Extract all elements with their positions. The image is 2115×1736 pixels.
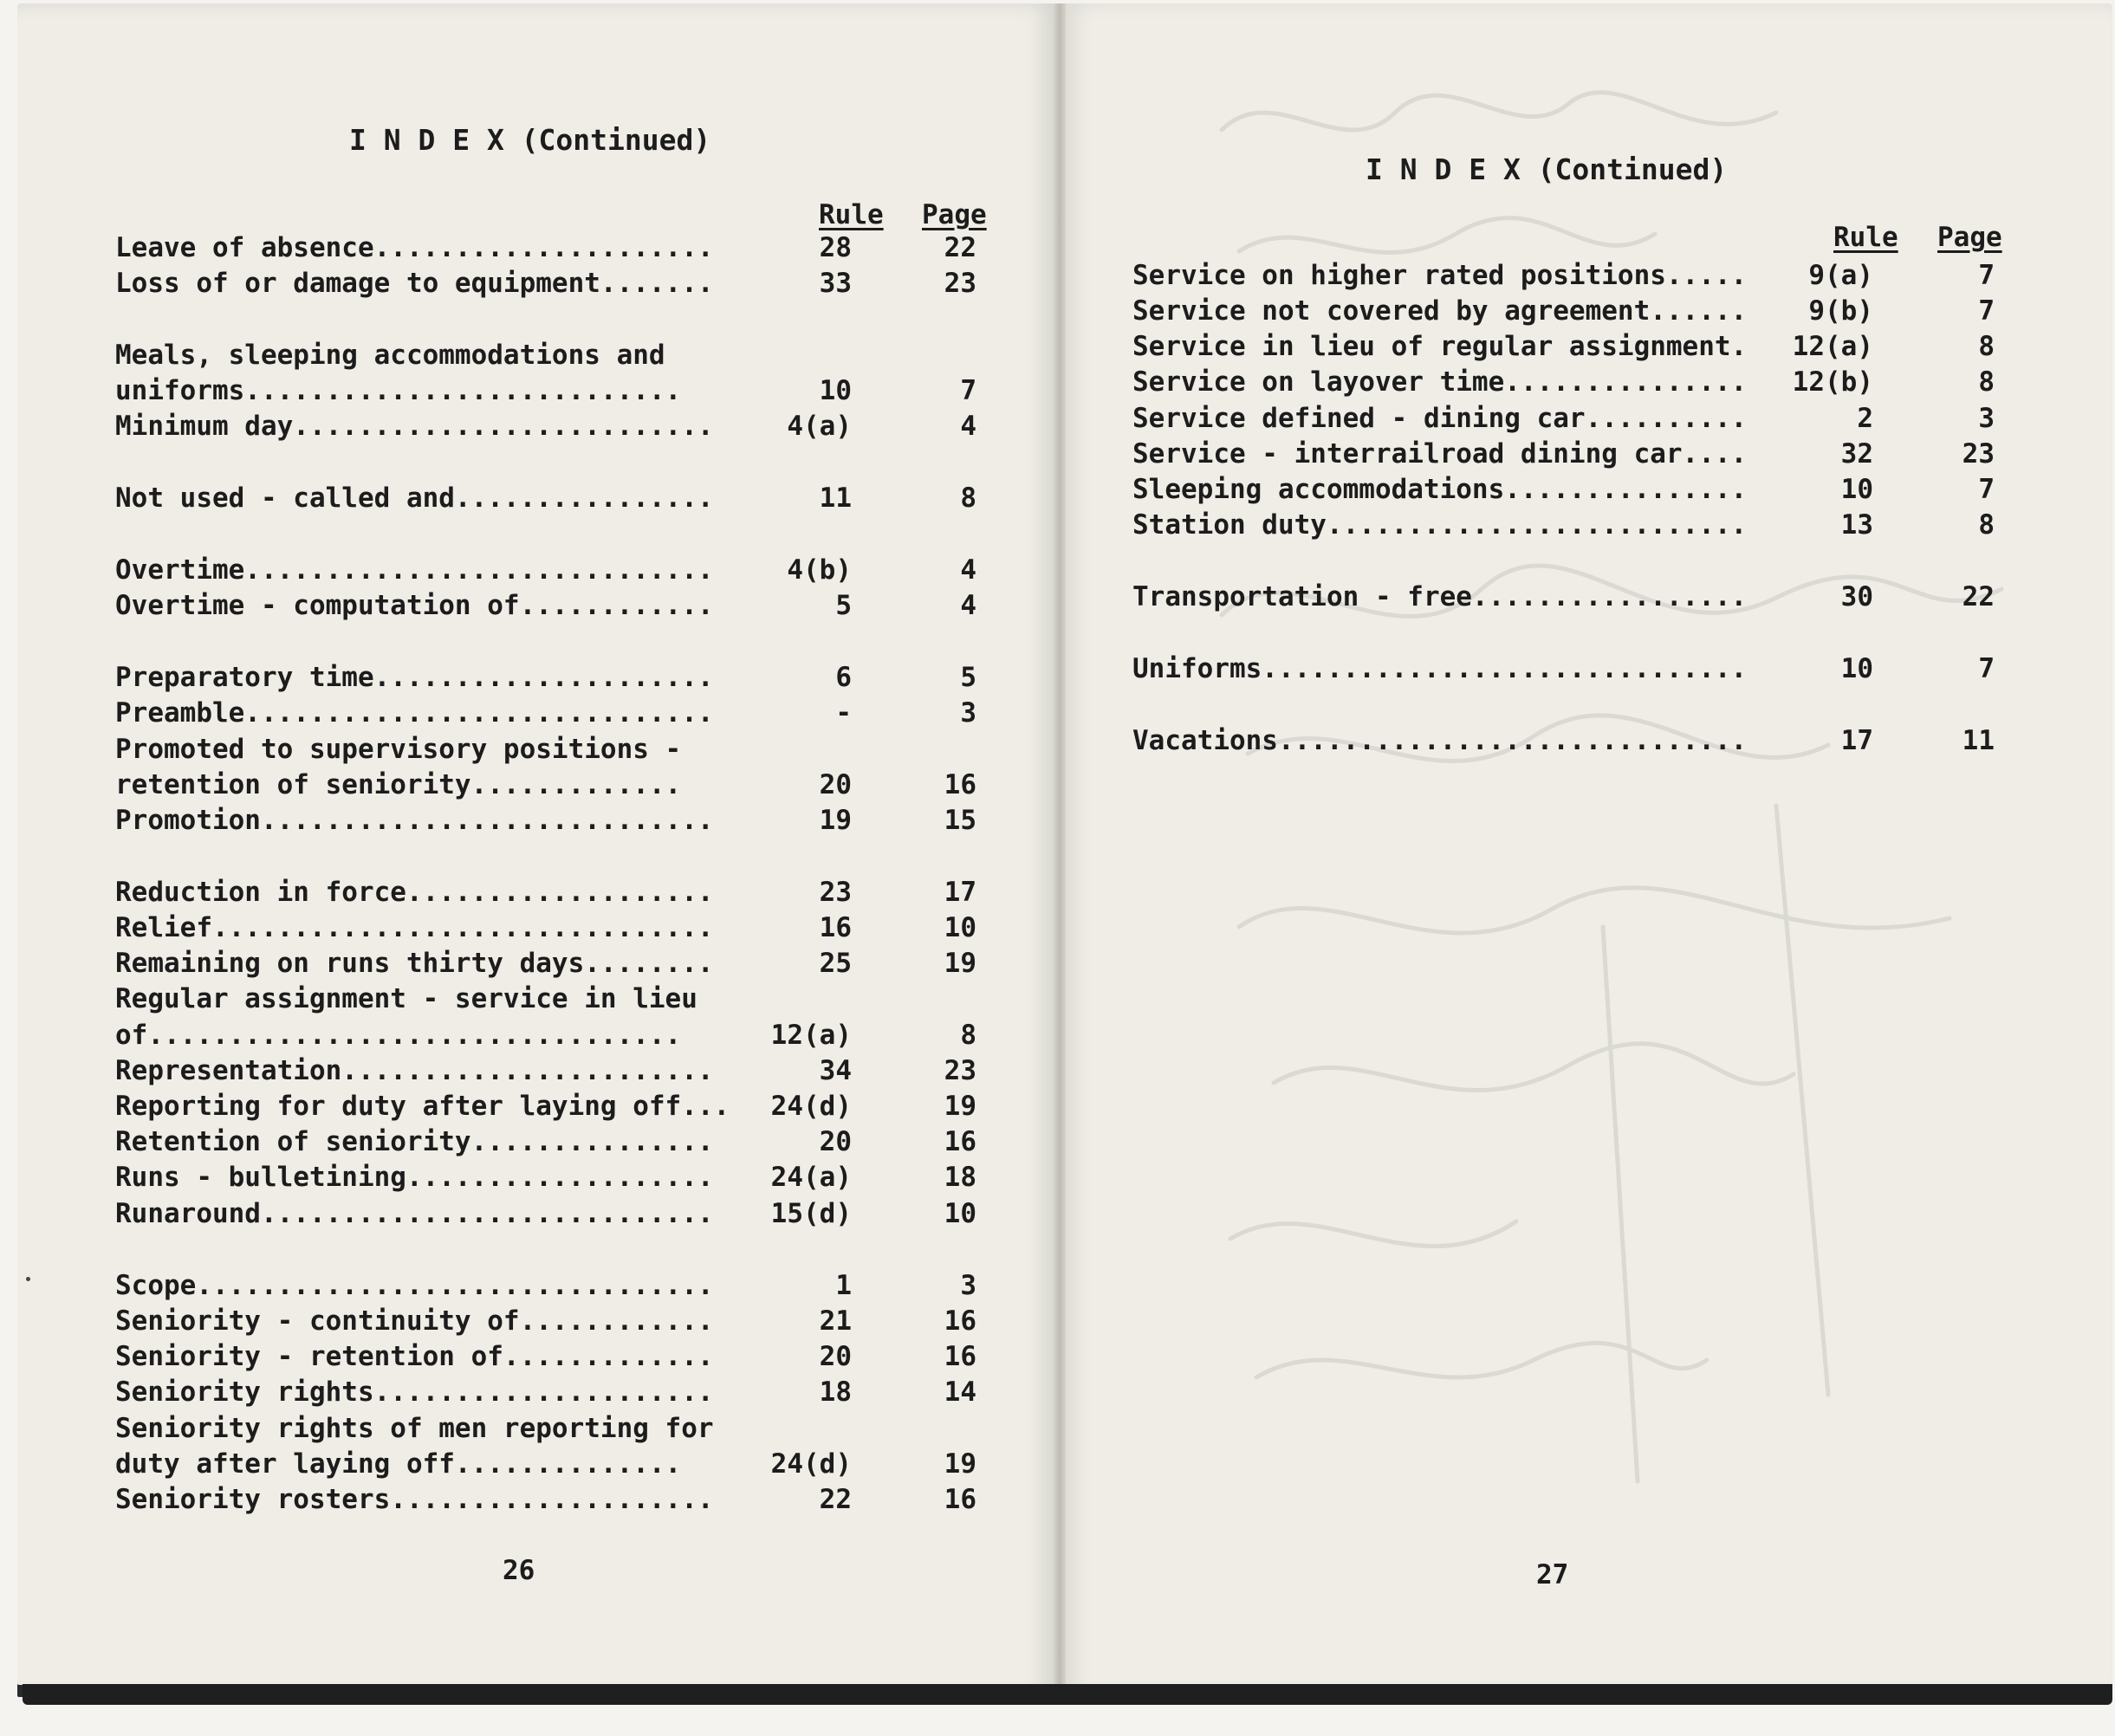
index-entry-page: 19	[944, 948, 976, 979]
index-entry-label: Promoted to supervisory positions -	[115, 734, 682, 765]
index-entry-page: 4	[960, 554, 976, 586]
index-entry-page: 4	[960, 411, 976, 442]
left-rule-header: Rule	[819, 199, 884, 230]
index-entry-label: Station duty..........................	[1132, 509, 1748, 541]
index-entry-page: 11	[1962, 725, 1995, 756]
index-entry-page: 16	[944, 1341, 976, 1372]
index-entry-rule: 4(b)	[787, 554, 852, 586]
index-entry-label: Vacations.............................	[1132, 725, 1748, 756]
index-entry-page: 16	[944, 1126, 976, 1157]
index-entry-rule: 11	[819, 483, 852, 514]
index-entry-rule: 9(b)	[1808, 295, 1873, 327]
index-entry-rule: 23	[819, 877, 852, 908]
index-entry-page: 23	[944, 1055, 976, 1086]
index-entry-label: Not used - called and................	[115, 483, 714, 514]
index-entry-rule: 9(a)	[1808, 260, 1873, 291]
index-entry-page: 16	[944, 1305, 976, 1337]
index-entry-label: Retention of seniority...............	[115, 1126, 714, 1157]
index-entry-rule: 1	[835, 1270, 852, 1301]
index-entry-rule: 34	[819, 1055, 852, 1086]
index-entry-rule: 15(d)	[770, 1198, 852, 1229]
index-entry-label: Reporting for duty after laying off...	[115, 1091, 730, 1122]
index-entry-rule: 12(a)	[1792, 331, 1873, 362]
index-entry-page: 23	[1962, 438, 1995, 470]
index-entry-label: Seniority - retention of.............	[115, 1341, 714, 1372]
index-entry-page: 7	[960, 375, 976, 406]
index-entry-page: 22	[944, 232, 976, 263]
index-entry-label: Service - interrailroad dining car....	[1132, 438, 1748, 470]
index-entry-page: 3	[960, 697, 976, 729]
index-entry-page: 22	[1962, 581, 1995, 612]
left-index-title: I N D E X (Continued)	[349, 123, 711, 157]
index-entry-page: 8	[960, 1020, 976, 1051]
index-entry-label: of.................................	[115, 1020, 682, 1051]
index-entry-rule: 33	[819, 268, 852, 299]
index-entry-label: Promotion............................	[115, 805, 714, 836]
index-entry-page: 8	[1978, 366, 1995, 398]
index-entry-page: 4	[960, 590, 976, 621]
index-entry-label: Runaround............................	[115, 1198, 714, 1229]
index-entry-label: Remaining on runs thirty days........	[115, 948, 714, 979]
index-entry-label: Overtime - computation of............	[115, 590, 714, 621]
index-entry-rule: 10	[1840, 653, 1873, 684]
left-page-number: 26	[503, 1555, 535, 1586]
index-entry-page: 14	[944, 1376, 976, 1408]
index-entry-label: Minimum day..........................	[115, 411, 714, 442]
index-entry-page: 10	[944, 912, 976, 943]
index-entry-label: Preamble.............................	[115, 697, 714, 729]
index-entry-page: 8	[960, 483, 976, 514]
index-entry-label: Seniority rights of men reporting for	[115, 1413, 714, 1444]
index-entry-page: 8	[1978, 509, 1995, 541]
index-entry-rule: 16	[819, 912, 852, 943]
index-entry-label: Runs - bulletining...................	[115, 1162, 714, 1193]
index-entry-rule: 12(b)	[1792, 366, 1873, 398]
index-entry-rule: 30	[1840, 581, 1873, 612]
index-entry-label: Service not covered by agreement......	[1132, 295, 1748, 327]
paper-speck	[26, 1277, 30, 1281]
index-entry-rule: 20	[819, 769, 852, 800]
index-entry-rule: 5	[835, 590, 852, 621]
index-entry-label: Service on layover time...............	[1132, 366, 1748, 398]
index-entry-label: Leave of absence.....................	[115, 232, 714, 263]
index-entry-page: 16	[944, 769, 976, 800]
index-entry-page: 7	[1978, 295, 1995, 327]
index-entry-page: 19	[944, 1091, 976, 1122]
book-bottom-edge	[23, 1684, 2112, 1705]
index-entry-label: Service on higher rated positions.....	[1132, 260, 1748, 291]
index-entry-label: Service in lieu of regular assignment.	[1132, 331, 1748, 362]
index-entry-rule: 10	[1840, 474, 1873, 505]
index-entry-rule: 17	[1840, 725, 1873, 756]
index-entry-label: Loss of or damage to equipment.......	[115, 268, 714, 299]
index-entry-rule: 25	[819, 948, 852, 979]
right-rule-header: Rule	[1833, 222, 1898, 253]
index-entry-rule: 10	[819, 375, 852, 406]
index-entry-label: Meals, sleeping accommodations and	[115, 340, 665, 371]
index-entry-label: Uniforms..............................	[1132, 653, 1748, 684]
index-entry-page: 3	[1978, 403, 1995, 434]
index-entry-rule: 13	[1840, 509, 1873, 541]
index-entry-rule: 24(a)	[770, 1162, 852, 1193]
index-entry-label: Scope................................	[115, 1270, 714, 1301]
index-entry-page: 7	[1978, 474, 1995, 505]
index-entry-rule: 24(d)	[770, 1091, 852, 1122]
index-entry-page: 23	[944, 268, 976, 299]
index-entry-label: Regular assignment - service in lieu	[115, 983, 697, 1014]
index-entry-page: 18	[944, 1162, 976, 1193]
index-entry-label: Representation.......................	[115, 1055, 714, 1086]
index-entry-page: 17	[944, 877, 976, 908]
index-entry-rule: 20	[819, 1341, 852, 1372]
right-page-header: Page	[1937, 222, 2002, 253]
index-entry-rule: 18	[819, 1376, 852, 1408]
right-page	[1061, 3, 2112, 1697]
index-entry-label: Seniority rights.....................	[115, 1376, 714, 1408]
index-entry-rule: 24(d)	[770, 1448, 852, 1480]
index-entry-rule: 32	[1840, 438, 1873, 470]
left-page-header: Page	[922, 199, 987, 230]
index-entry-rule: 22	[819, 1484, 852, 1515]
index-entry-label: Sleeping accommodations...............	[1132, 474, 1748, 505]
index-entry-label: uniforms...........................	[115, 375, 682, 406]
index-entry-page: 3	[960, 1270, 976, 1301]
index-entry-label: Reduction in force...................	[115, 877, 714, 908]
index-entry-page: 5	[960, 662, 976, 693]
index-entry-label: retention of seniority.............	[115, 769, 682, 800]
right-index-title: I N D E X (Continued)	[1366, 152, 1728, 186]
index-entry-page: 10	[944, 1198, 976, 1229]
index-entry-page: 19	[944, 1448, 976, 1480]
index-entry-rule: 20	[819, 1126, 852, 1157]
index-entry-label: duty after laying off..............	[115, 1448, 682, 1480]
book-gutter	[1054, 3, 1066, 1701]
index-entry-rule: 4(a)	[787, 411, 852, 442]
index-entry-page: 15	[944, 805, 976, 836]
index-entry-page: 16	[944, 1484, 976, 1515]
index-entry-rule: 12(a)	[770, 1020, 852, 1051]
index-entry-rule: 19	[819, 805, 852, 836]
index-entry-page: 7	[1978, 260, 1995, 291]
index-entry-rule: -	[835, 697, 852, 729]
index-entry-label: Transportation - free.................	[1132, 581, 1748, 612]
index-entry-rule: 28	[819, 232, 852, 263]
index-entry-rule: 21	[819, 1305, 852, 1337]
index-entry-rule: 6	[835, 662, 852, 693]
index-entry-label: Relief...............................	[115, 912, 714, 943]
index-entry-label: Preparatory time.....................	[115, 662, 714, 693]
index-entry-page: 7	[1978, 653, 1995, 684]
index-entry-label: Overtime.............................	[115, 554, 714, 586]
index-entry-label: Service defined - dining car..........	[1132, 403, 1748, 434]
index-entry-rule: 2	[1857, 403, 1873, 434]
index-entry-page: 8	[1978, 331, 1995, 362]
index-entry-label: Seniority rosters....................	[115, 1484, 714, 1515]
right-page-number: 27	[1536, 1559, 1569, 1590]
index-entry-label: Seniority - continuity of............	[115, 1305, 714, 1337]
